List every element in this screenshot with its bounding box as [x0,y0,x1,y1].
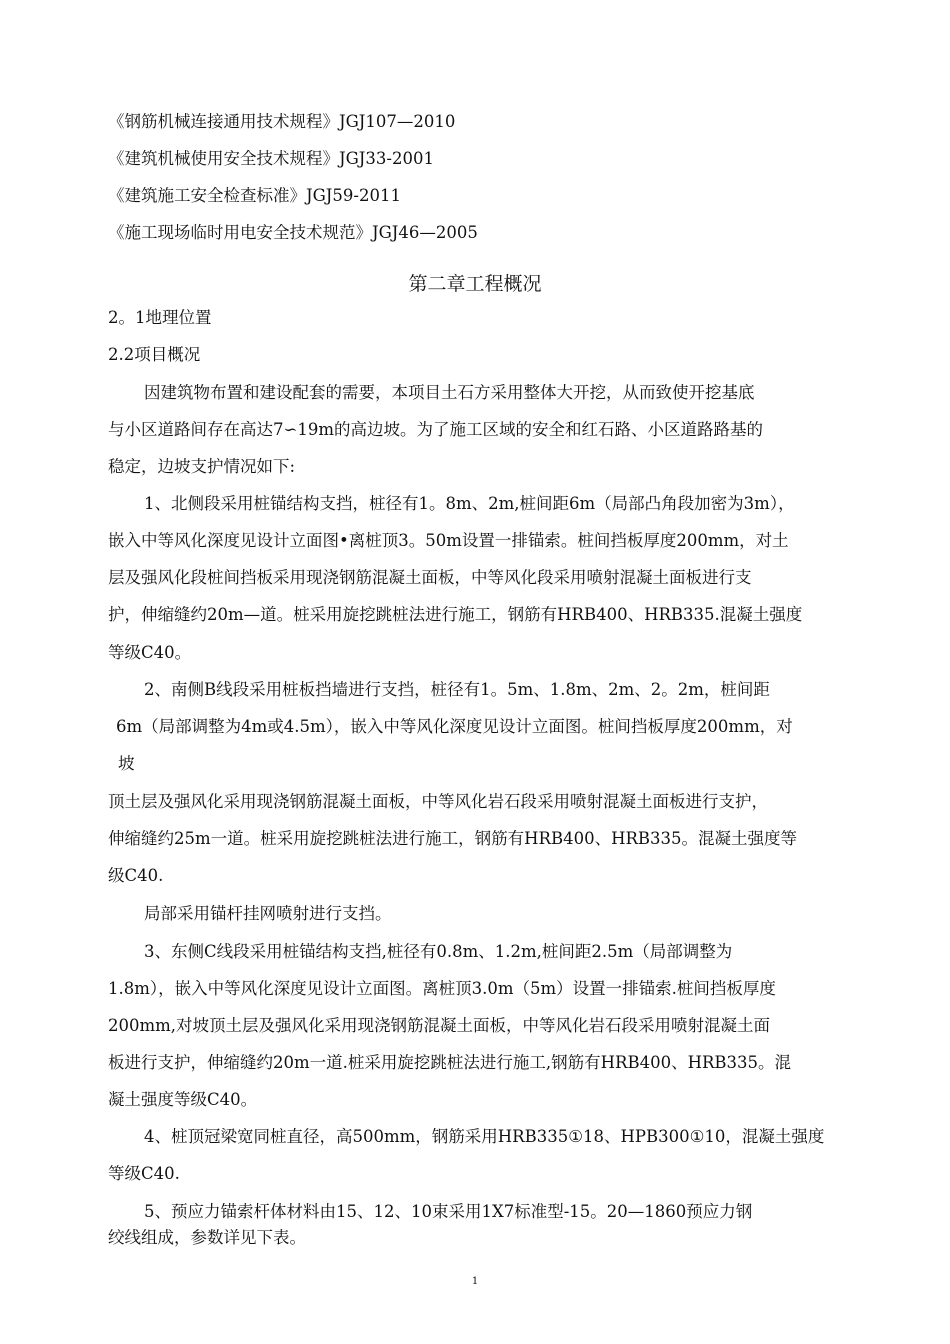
paragraph-line: 顶土层及强风化采用现浇钢筋混凝土面板，中等风化岩石段采用喷射混凝土面板进行支护， [108,792,768,811]
paragraph-line: 绞线组成，参数详见下表。 [108,1228,306,1247]
section-heading: 2。1地理位置 [108,308,212,327]
paragraph-line: 层及强风化段桩间挡板采用现浇钢筋混凝土面板，中等风化段采用喷射混凝土面板进行支 [108,568,752,587]
paragraph-line: 嵌入中等风化深度见设计立面图•离桩顶3。50m设置一排锚索。桩间挡板厚度200mm，对土 [108,531,789,550]
paragraph-line: 凝土强度等级C40。 [108,1090,258,1109]
paragraph-line: 200mm,对坡顶土层及强风化采用现浇钢筋混凝土面板，中等风化岩石段采用喷射混凝土面 [108,1016,771,1035]
paragraph-line: 稳定，边坡支护情况如下: [108,457,296,476]
paragraph-line: 6m（局部调整为4m或4.5m），嵌入中等风化深度见设计立面图。桩间挡板厚度200mm，对 [116,717,793,736]
paragraph-line: 4、桩顶冠梁宽同桩直径，高500mm，钢筋采用HRB335①18、HPB300①10，混凝土强度 [144,1127,825,1146]
paragraph-line: 3、东侧C线段采用桩锚结构支挡,桩径有0.8m、1.2m,桩间距2.5m（局部调整为 [144,942,733,961]
paragraph-line: 局部采用锚杆挂网喷射进行支挡。 [144,904,392,923]
section-heading: 2.2项目概况 [108,345,201,364]
paragraph-line: 1、北侧段采用桩锚结构支挡，桩径有1。8m、2m,桩间距6m（局部凸角段加密为3m）， [144,494,795,513]
reference-line: 《钢筋机械连接通用技术规程》JGJ107—2010 [108,112,456,131]
reference-line: 《施工现场临时用电安全技术规范》JGJ46—2005 [108,223,478,242]
chapter-title: 第二章工程概况 [408,273,542,295]
paragraph-line: 坡 [118,754,135,773]
paragraph-line: 等级C40。 [108,643,192,662]
reference-line: 《建筑机械使用安全技术规程》JGJ33-2001 [108,149,434,168]
paragraph-line: 护，伸缩缝约20m—道。桩采用旋挖跳桩法进行施工，钢筋有HRB400、HRB335.混凝土强度 [108,605,803,624]
paragraph-line: 与小区道路间存在高达7∽19m的高边坡。为了施工区域的安全和红石路、小区道路路基的 [108,420,763,439]
paragraph-line: 板进行支护，伸缩缝约20m一道.桩采用旋挖跳桩法进行施工,钢筋有HRB400、HRB335。混 [108,1053,791,1072]
paragraph-line: 级C40. [108,866,164,885]
paragraph-line: 等级C40. [108,1164,180,1183]
page-number: 1 [471,1276,479,1287]
reference-line: 《建筑施工安全检查标准》JGJ59-2011 [108,186,401,205]
paragraph-line: 5、预应力锚索杆体材料由15、12、10束采用1X7标准型-15。20—1860预应力钢 [144,1202,753,1221]
paragraph-line: 因建筑物布置和建设配套的需要，本项目土石方采用整体大开挖，从而致使开挖基底 [144,383,755,402]
paragraph-line: 伸缩缝约25m一道。桩采用旋挖跳桩法进行施工，钢筋有HRB400、HRB335。混凝土强度等 [108,829,798,848]
paragraph-line: 2、南侧B线段采用桩板挡墙进行支挡，桩径有1。5m、1.8m、2m、2。2m，桩间距 [144,680,770,699]
paragraph-line: 1.8m），嵌入中等风化深度见设计立面图。离桩顶3.0m（5m）设置一排锚索.桩间挡板厚度 [108,979,776,998]
